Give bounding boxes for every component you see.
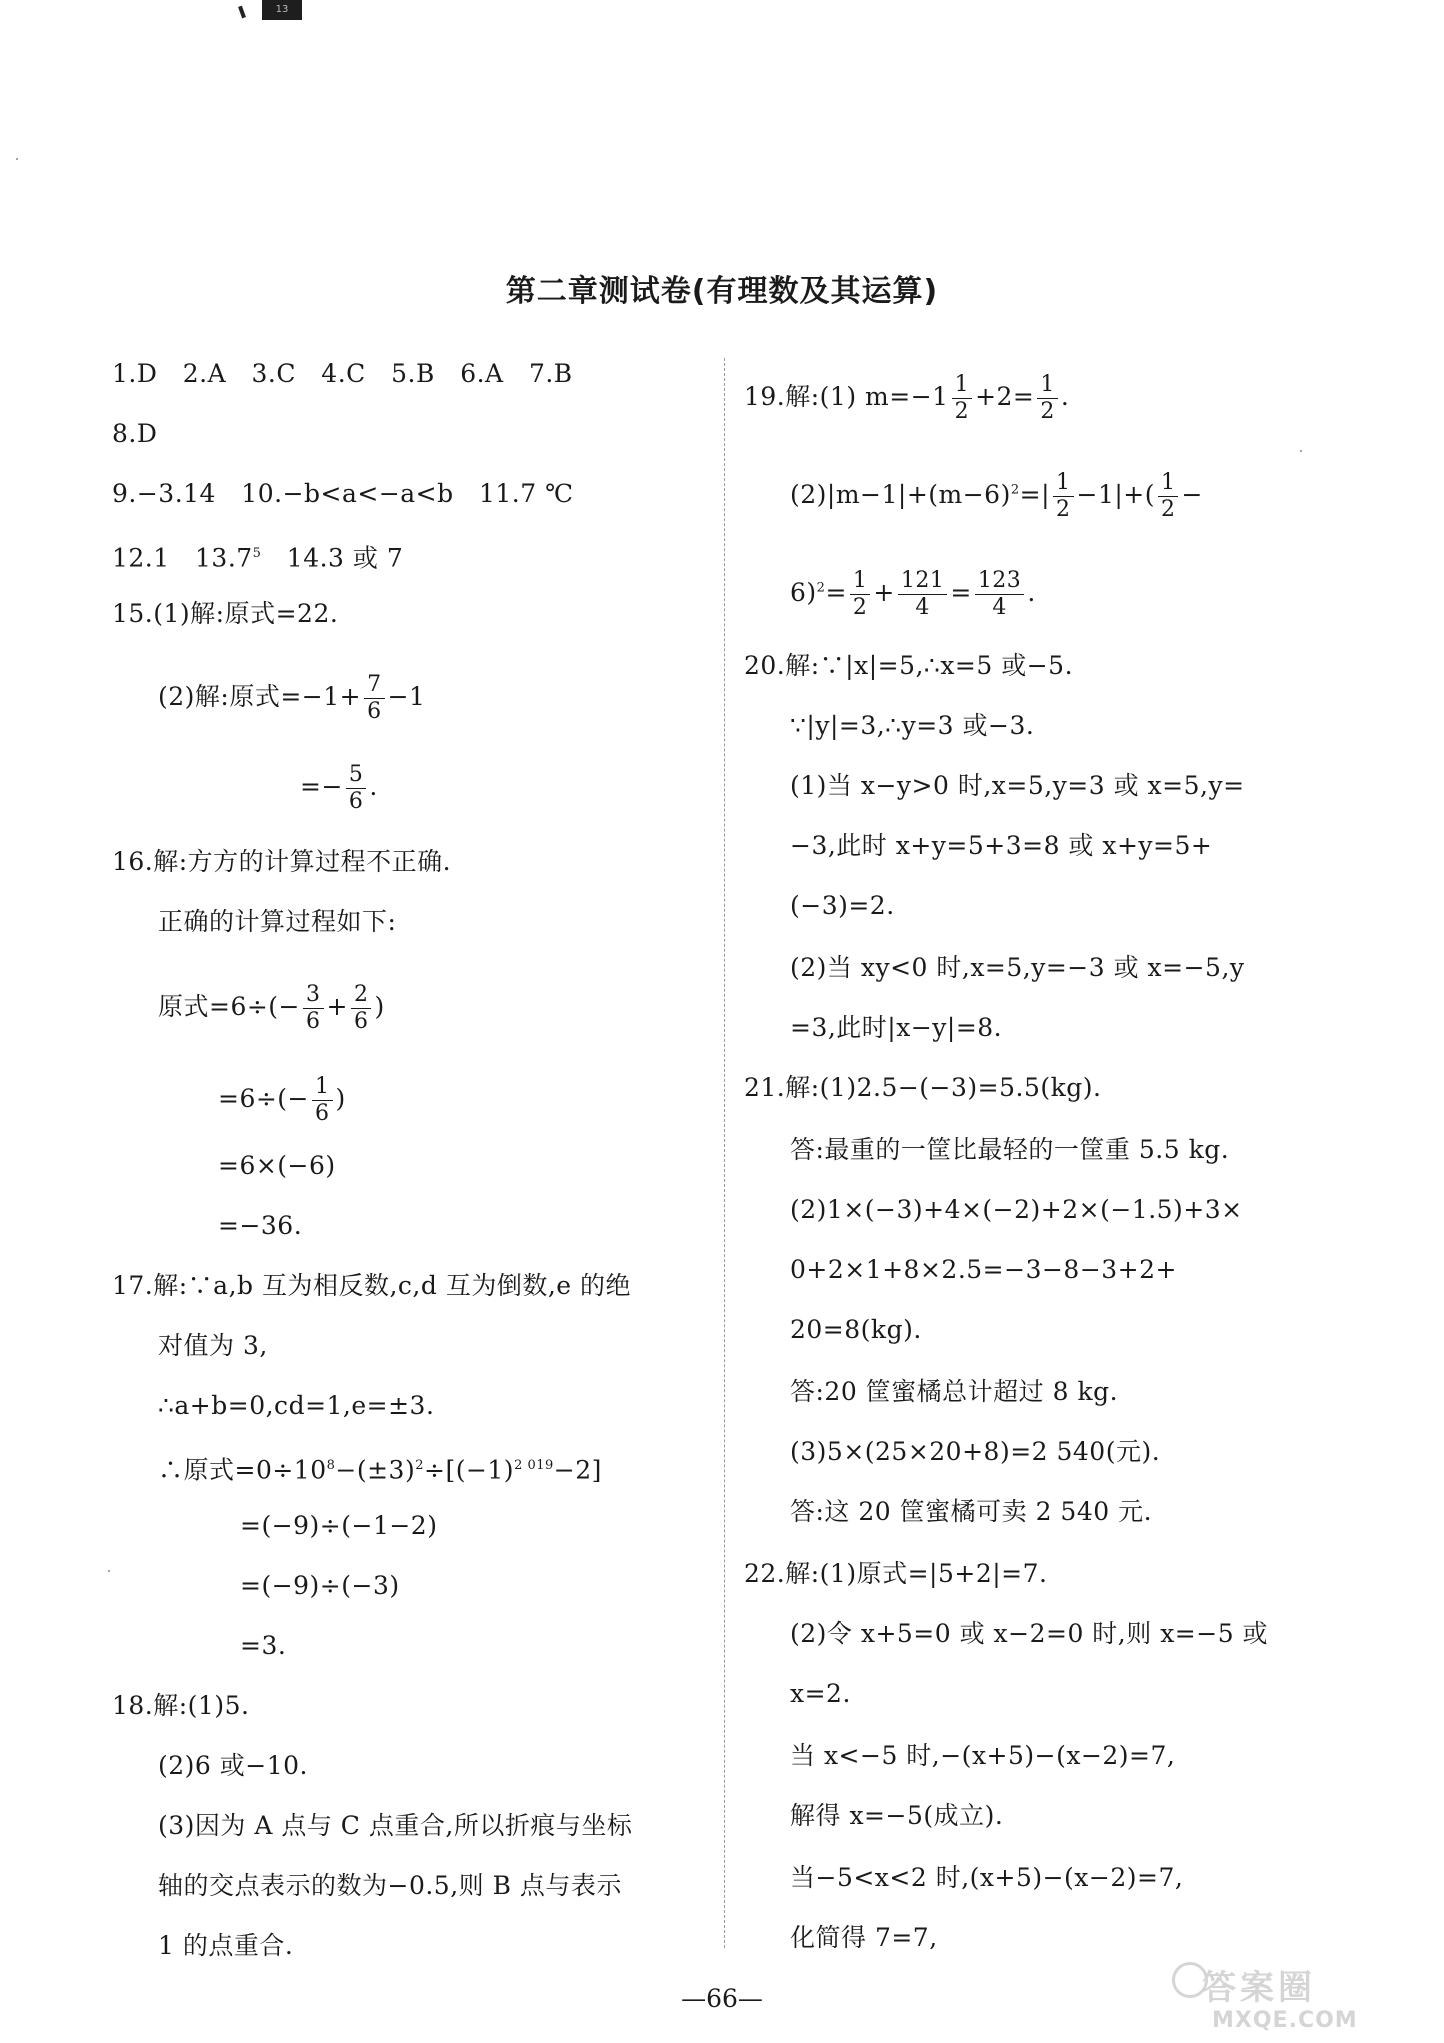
answer-line: 答:最重的一筐比最轻的一筐重 5.5 kg. [790, 1135, 1230, 1164]
answer-line: (2)解:原式=−1+ $\frac{7}{6}$ −1 [158, 672, 426, 724]
watermark-text: 答案圈 [1202, 1968, 1316, 2008]
answer-line: 20=8(kg). [790, 1315, 922, 1344]
site-watermark [1172, 1960, 1432, 2040]
fraction: $\frac{1}{2}$ [850, 568, 871, 621]
answer-line: x=2. [790, 1679, 851, 1708]
page-number: —66— [681, 1984, 763, 2013]
page-title: 第二章测试卷(有理数及其运算) [505, 274, 939, 309]
answer-line: =− $\frac{5}{6}$ . [300, 762, 378, 814]
answer-line: 19.解:(1) m=−1 $\frac{1}{2}$ +2= $\frac{1}{2}$ . [744, 372, 1070, 424]
answer-line: (2)当 xy<0 时,x=5,y=−3 或 x=−5,y [790, 953, 1245, 982]
answer-line: 化简得 7=7, [790, 1923, 938, 1952]
corner-mark-label: 13 [262, 0, 302, 20]
answer-line: 9.−3.14 10.−b<a<−a<b 11.7 ℃ [112, 479, 574, 508]
answer-line: −3,此时 x+y=5+3=8 或 x+y=5+ [790, 831, 1213, 860]
fraction: $\frac{123}{4}$ [975, 568, 1025, 621]
answer-line: 答:这 20 筐蜜橘可卖 2 540 元. [790, 1497, 1153, 1526]
answer-line: ∴a+b=0,cd=1,e=±3. [158, 1391, 435, 1420]
answer-line: 对值为 3, [158, 1331, 268, 1360]
answer-line: (1)当 x−y>0 时,x=5,y=3 或 x=5,y= [790, 771, 1245, 800]
answer-line: =6×(−6) [218, 1151, 336, 1180]
answer-line: (2)令 x+5=0 或 x−2=0 时,则 x=−5 或 [790, 1619, 1269, 1648]
answer-line: 21.解:(1)2.5−(−3)=5.5(kg). [744, 1073, 1102, 1102]
answer-line: =3,此时|x−y|=8. [790, 1013, 1003, 1042]
answer-line: (3)5×(25×20+8)=2 540(元). [790, 1437, 1161, 1466]
answer-line: 答:20 筐蜜橘总计超过 8 kg. [790, 1377, 1119, 1406]
answer-line: =(−9)÷(−1−2) [240, 1511, 438, 1540]
watermark-url: MXQE.COM [1212, 2008, 1358, 2033]
fraction: $\frac{5}{6}$ [346, 762, 367, 815]
answer-line: 17.解:∵a,b 互为相反数,c,d 互为倒数,e 的绝 [112, 1271, 632, 1300]
answer-line: (−3)=2. [790, 891, 895, 920]
answer-line: 0+2×1+8×2.5=−3−8−3+2+ [790, 1255, 1177, 1284]
answer-line: 22.解:(1)原式=|5+2|=7. [744, 1559, 1048, 1588]
answer-line: =−36. [218, 1211, 303, 1240]
answer-line: 8.D [112, 419, 158, 448]
answer-line: 1.D 2.A 3.C 4.C 5.B 6.A 7.B [112, 359, 573, 388]
fraction: $\frac{7}{6}$ [364, 672, 385, 725]
answer-line: 18.解:(1)5. [112, 1691, 250, 1720]
scan-speck [108, 1570, 110, 1572]
answer-line: 16.解:方方的计算过程不正确. [112, 847, 452, 876]
answer-line: 原式=6÷(− $\frac{3}{6}$ + $\frac{2}{6}$ ) [158, 982, 385, 1034]
answer-line: (3)因为 A 点与 C 点重合,所以折痕与坐标 [158, 1811, 633, 1840]
answer-line: =(−9)÷(−3) [240, 1571, 400, 1600]
fraction: $\frac{1}{2}$ [952, 372, 973, 425]
answer-line: ∵|y|=3,∴y=3 或−3. [790, 711, 1035, 740]
fraction: $\frac{1}{2}$ [1053, 470, 1074, 523]
scan-speck [16, 158, 18, 160]
answer-line: (2)1×(−3)+4×(−2)+2×(−1.5)+3× [790, 1195, 1243, 1224]
fraction: $\frac{2}{6}$ [351, 982, 372, 1035]
answer-line: ∴原式$=0\div 10^8-(\pm 3)^2\div[(-1)^{2 019}-2]$ [158, 1455, 602, 1485]
answer-line: =3. [240, 1631, 287, 1660]
answer-line: 12.1 13.7$^5$ 14.3 或 7 [112, 543, 404, 573]
corner-scan-mark [240, 0, 302, 22]
fraction: $\frac{1}{2}$ [1037, 372, 1058, 425]
scan-speck [1300, 450, 1302, 452]
answer-line: 1 的点重合. [158, 1931, 294, 1960]
answer-line: =6÷(− $\frac{1}{6}$ ) [218, 1074, 346, 1126]
answer-line: 当−5<x<2 时,(x+5)−(x−2)=7, [790, 1863, 1184, 1892]
column-divider [724, 358, 725, 1948]
answer-line: 解得 x=−5(成立). [790, 1801, 1004, 1830]
fraction: $\frac{3}{6}$ [303, 982, 324, 1035]
answer-line: $(2)|m-1|+(m-6)^2=|$ $\frac{1}{2}$ −1|+( $\frac{1}{2}$ − [790, 470, 1203, 522]
fraction: $\frac{1}{6}$ [312, 1074, 333, 1127]
answer-line: 15.(1)解:原式=22. [112, 599, 339, 628]
answer-line: 6)$^2$= $\frac{1}{2}$ + $\frac{121}{4}$ = $\frac{123}{4}$ . [790, 568, 1036, 620]
fraction: $\frac{1}{2}$ [1158, 470, 1179, 523]
answer-line: 轴的交点表示的数为−0.5,则 B 点与表示 [158, 1871, 622, 1900]
answer-line: 20.解:∵|x|=5,∴x=5 或−5. [744, 651, 1074, 680]
answer-line: (2)6 或−10. [158, 1751, 308, 1780]
answer-line: 正确的计算过程如下: [158, 907, 397, 936]
answer-line: 当 x<−5 时,−(x+5)−(x−2)=7, [790, 1741, 1176, 1770]
fraction: $\frac{121}{4}$ [898, 568, 948, 621]
